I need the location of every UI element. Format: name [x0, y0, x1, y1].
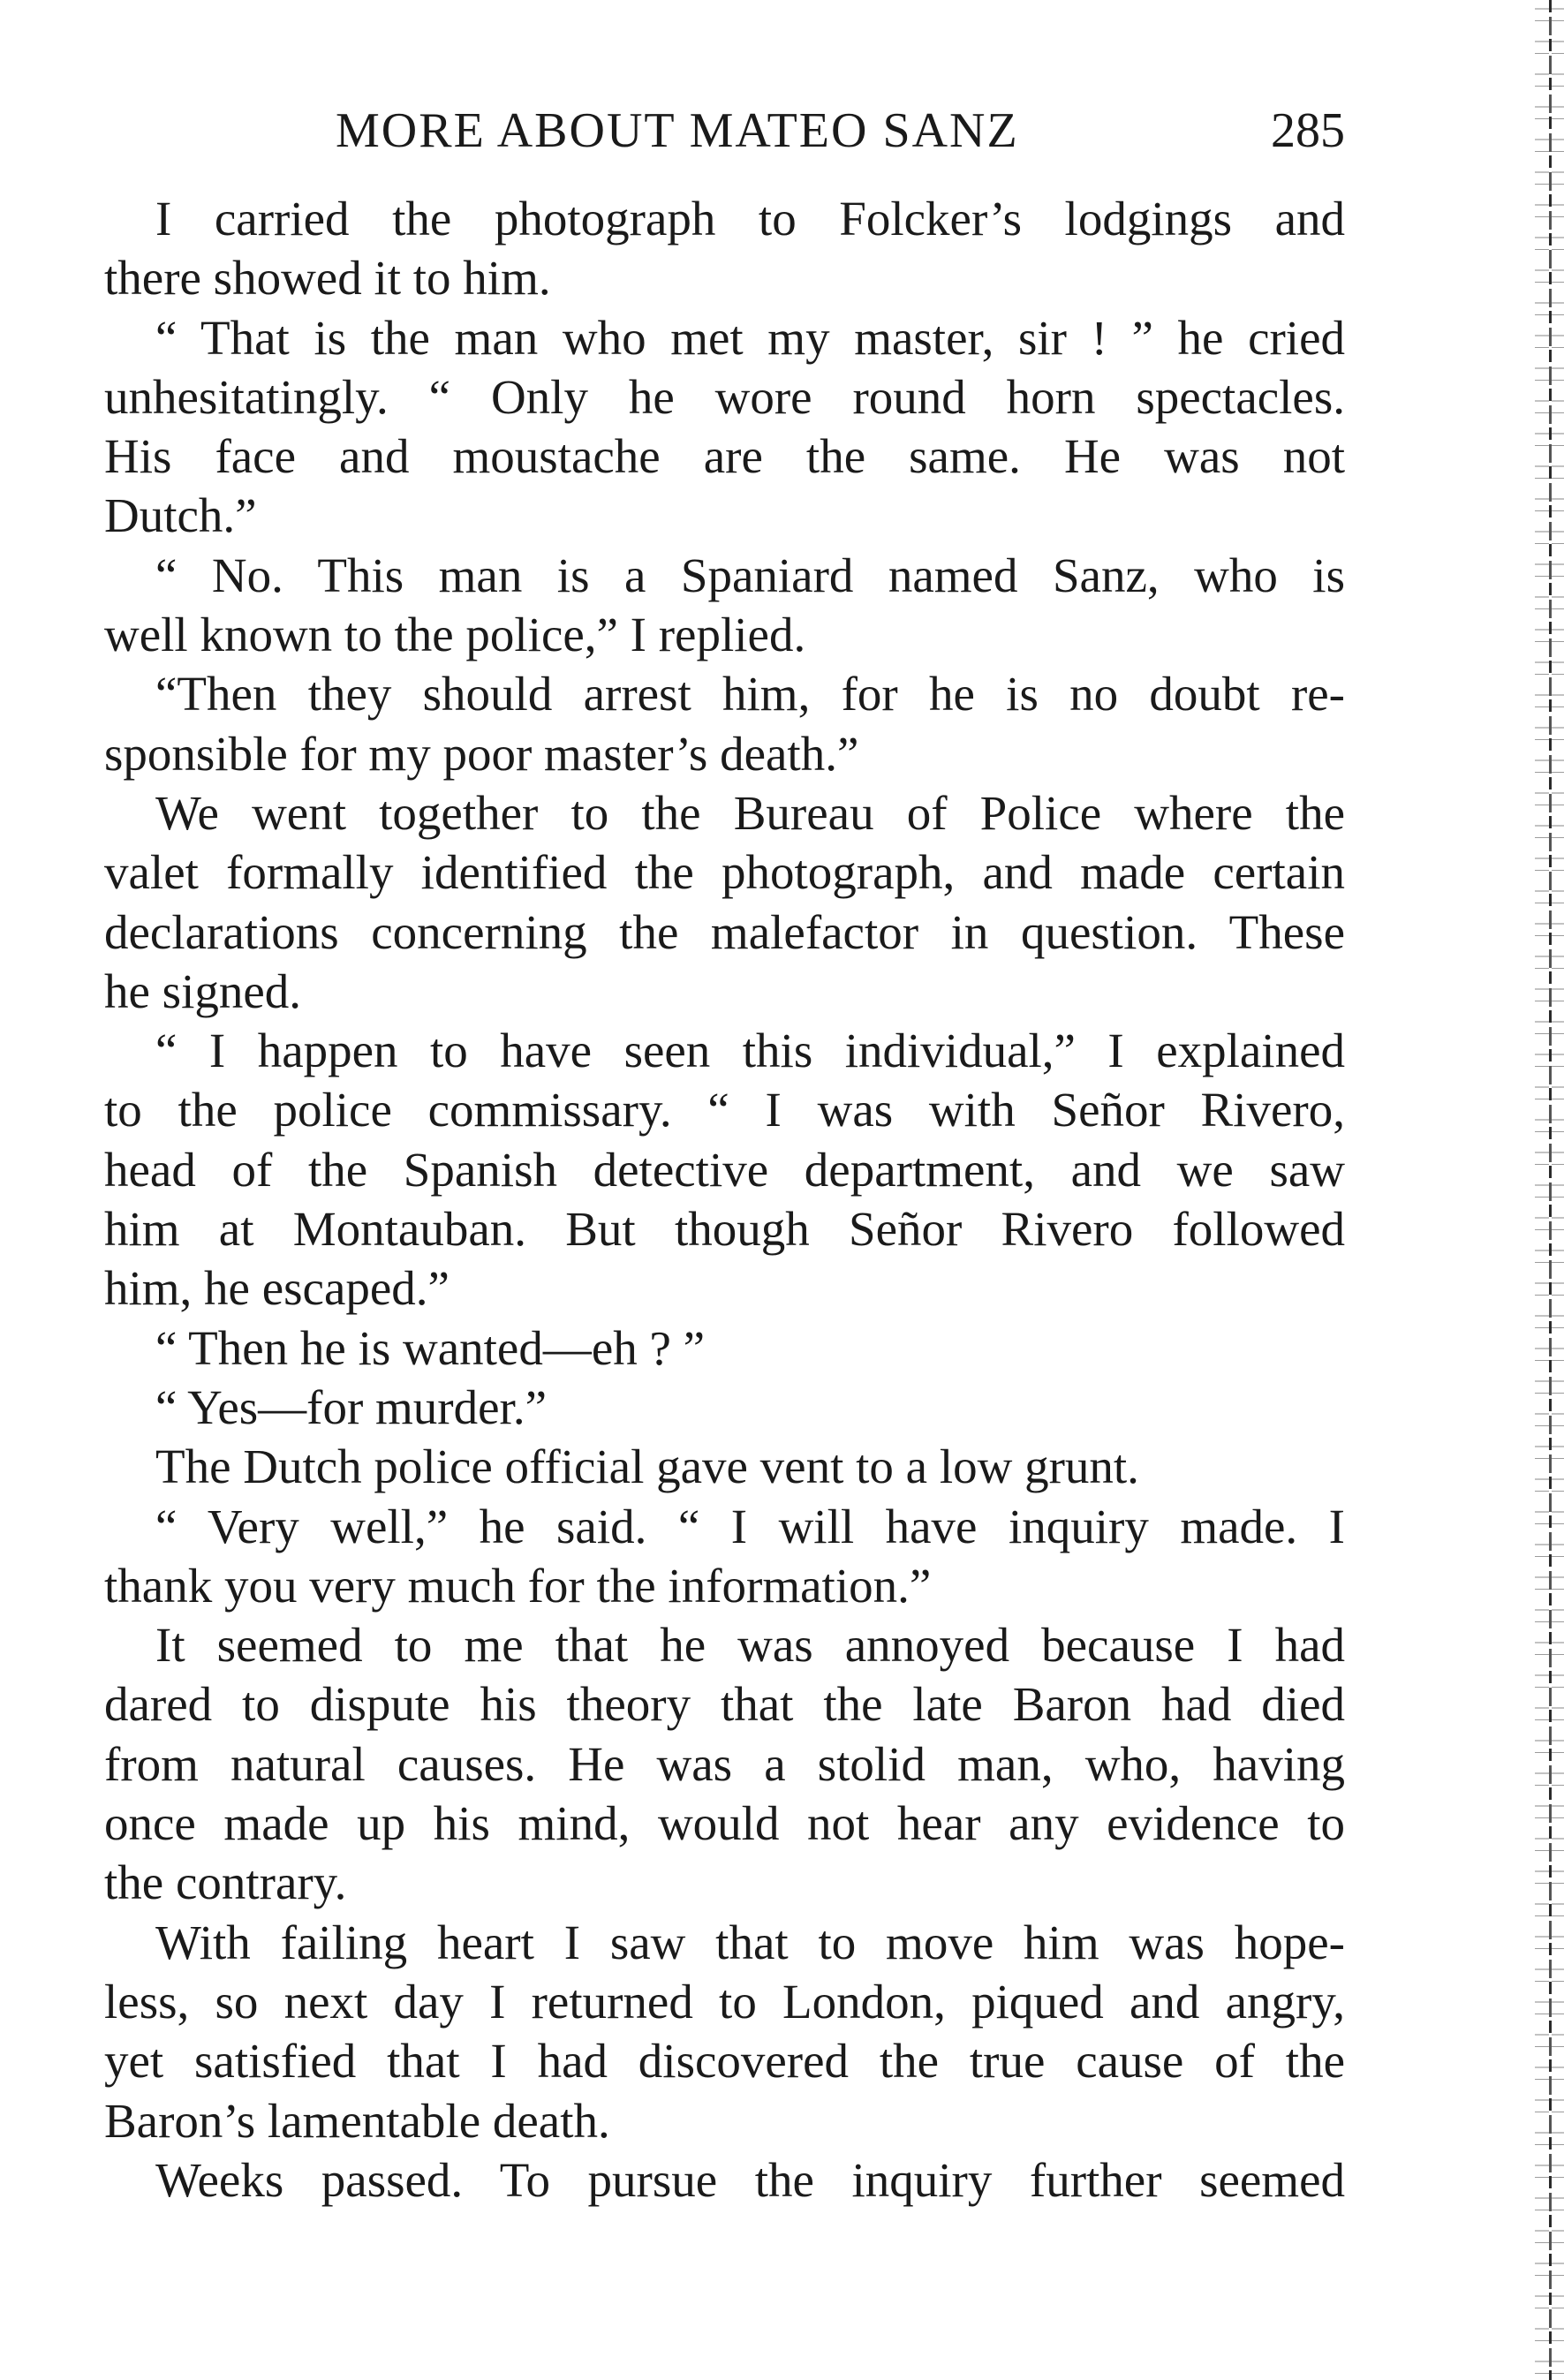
text-line: His face and moustache are the same. He was not	[104, 429, 1345, 484]
text-line: “ Yes—for murder.”	[155, 1379, 547, 1434]
text-line: him, he escaped.”	[104, 1261, 450, 1316]
page-number: 285	[1271, 103, 1345, 158]
text-line: It seemed to me that he was annoyed because I had	[155, 1618, 1345, 1673]
text-line: head of the Spanish detective department, and we saw	[104, 1142, 1345, 1197]
text-line: sponsible for my poor master’s death.”	[104, 726, 859, 781]
text-line: from natural causes. He was a stolid man, who, having	[104, 1736, 1345, 1791]
text-line: yet satisfied that I had discovered the true cause of the	[104, 2034, 1345, 2089]
text-line: “ Then he is wanted—eh ? ”	[155, 1320, 706, 1375]
text-line: well known to the police,” I replied.	[104, 608, 806, 662]
text-line: there showed it to him.	[104, 251, 551, 306]
text-line: Weeks passed. To pursue the inquiry further seemed	[155, 2152, 1345, 2207]
text-line: less, so next day I returned to London, piqued and angry,	[104, 1974, 1345, 2029]
text-line: him at Montauban. But though Señor Rivero followed	[104, 1202, 1345, 1257]
text-line: to the police commissary. “ I was with Señor Rivero,	[104, 1083, 1345, 1137]
text-line: once made up his mind, would not hear any evidence to	[104, 1796, 1345, 1851]
binding-shadow-line	[1549, 0, 1552, 2380]
text-line: I carried the photograph to Folcker’s lodgings and	[155, 192, 1345, 246]
running-title: MORE ABOUT MATEO SANZ	[336, 103, 1019, 158]
text-line: “ No. This man is a Spaniard named Sanz, who is	[155, 548, 1345, 602]
text-line: “ Very well,” he said. “ I will have inquiry made. I	[155, 1499, 1345, 1553]
text-line: The Dutch police official gave vent to a low grunt.	[155, 1439, 1139, 1494]
page-header	[104, 95, 1345, 166]
text-line: “Then they should arrest him, for he is no doubt re-	[155, 667, 1345, 722]
text-line: “ I happen to have seen this individual,” I explained	[155, 1024, 1345, 1078]
text-line: the contrary.	[104, 1855, 347, 1910]
text-line: thank you very much for the information.”	[104, 1558, 932, 1613]
text-line: Dutch.”	[104, 488, 257, 543]
text-line: declarations concerning the malefactor in question. These	[104, 904, 1345, 959]
text-line: With failing heart I saw that to move him was hope-	[155, 1915, 1345, 1969]
text-line: valet formally identified the photograph, and made certain	[104, 845, 1345, 900]
text-line: Baron’s lamentable death.	[104, 2093, 610, 2148]
text-line: unhesitatingly. “ Only he wore round horn spectacles.	[104, 369, 1345, 424]
text-line: he signed.	[104, 963, 302, 1018]
text-line: We went together to the Bureau of Police where the	[155, 785, 1345, 840]
text-line: dared to dispute his theory that the late Baron had died	[104, 1677, 1345, 1732]
text-line: “ That is the man who met my master, sir ! ” he cried	[155, 310, 1345, 365]
body-text	[104, 189, 1345, 2210]
